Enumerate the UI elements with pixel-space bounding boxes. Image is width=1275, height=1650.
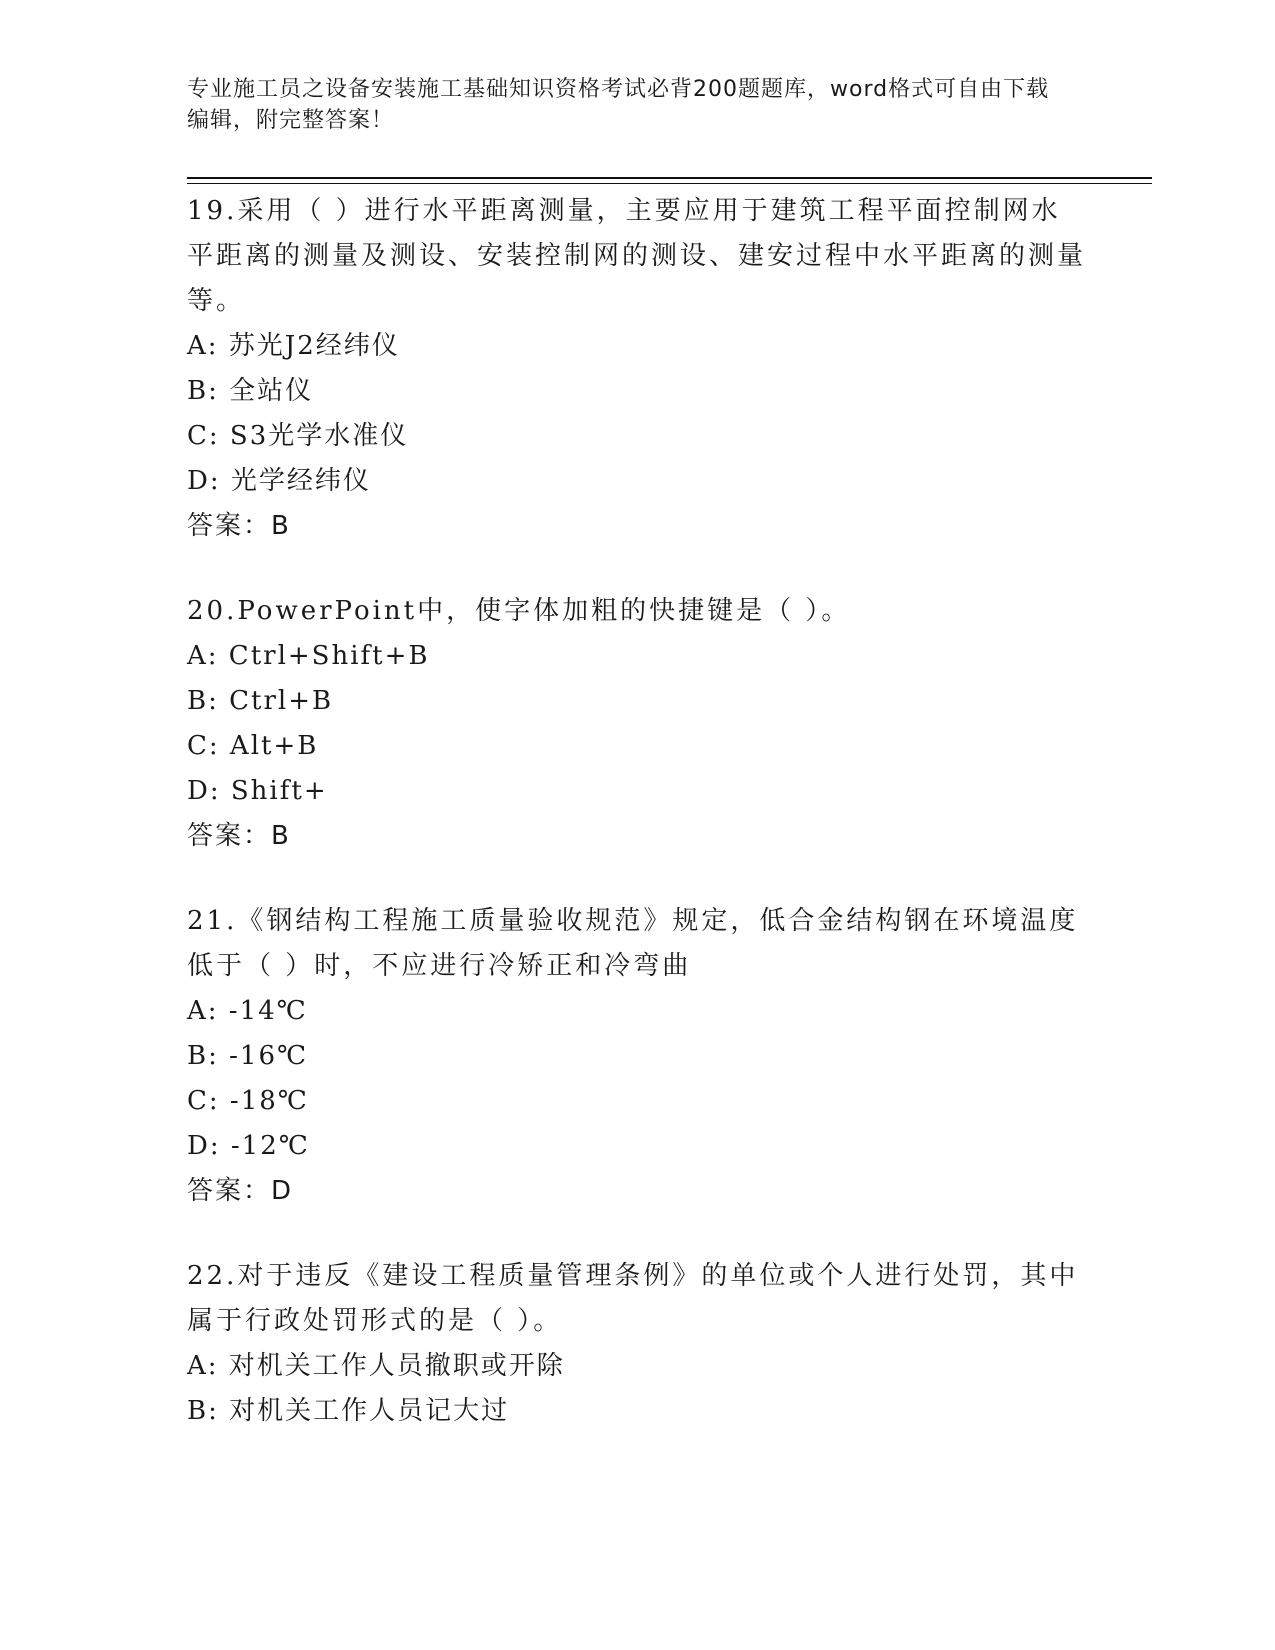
question-19 bbox=[187, 189, 1087, 549]
option-a: A: 对机关工作人员撤职或开除 bbox=[187, 1351, 565, 1381]
question-21 bbox=[187, 899, 1087, 1214]
question-text: 20.PowerPoint中，使字体加粗的快捷键是（ ）。 bbox=[187, 596, 851, 626]
document-header: 专业施工员之设备安装施工基础知识资格考试必背200题题库，word格式可自由下载编辑，附完整答案！ bbox=[187, 77, 1050, 133]
option-a: A: 苏光J2经纬仪 bbox=[187, 331, 400, 361]
option-a: A: -14℃ bbox=[187, 996, 308, 1026]
header-divider-thin bbox=[187, 183, 1152, 184]
option-b: B: 对机关工作人员记大过 bbox=[187, 1396, 510, 1426]
question-text: 21.《钢结构工程施工质量验收规范》规定，低合金结构钢在环境温度低于（ ）时，不应进行冷矫正和冷弯曲 bbox=[187, 906, 1079, 981]
answer: 答案：B bbox=[187, 821, 291, 851]
question-text: 19.采用（ ）进行水平距离测量，主要应用于建筑工程平面控制网水平距离的测量及测设、安装控制网的测设、建安过程中水平距离的测量等。 bbox=[187, 196, 1087, 316]
option-a: A: Ctrl+Shift+B bbox=[187, 641, 430, 671]
question-text: 22.对于违反《建设工程质量管理条例》的单位或个人进行处罚，其中属于行政处罚形式的是（ ）。 bbox=[187, 1261, 1079, 1336]
answer: 答案：D bbox=[187, 1176, 294, 1206]
option-c: C: -18℃ bbox=[187, 1086, 309, 1116]
question-20 bbox=[187, 589, 1087, 859]
option-c: C: Alt+B bbox=[187, 731, 319, 761]
option-b: B: Ctrl+B bbox=[187, 686, 334, 716]
option-b: B: 全站仪 bbox=[187, 376, 314, 406]
question-22 bbox=[187, 1254, 1087, 1434]
header-divider-thick bbox=[187, 177, 1152, 179]
option-d: D: -12℃ bbox=[187, 1131, 310, 1161]
option-d: D: 光学经纬仪 bbox=[187, 466, 371, 496]
option-c: C: S3光学水准仪 bbox=[187, 421, 409, 451]
option-b: B: -16℃ bbox=[187, 1041, 309, 1071]
question-list bbox=[187, 189, 1087, 1474]
option-d: D: Shift+ bbox=[187, 776, 328, 806]
answer: 答案：B bbox=[187, 511, 291, 541]
